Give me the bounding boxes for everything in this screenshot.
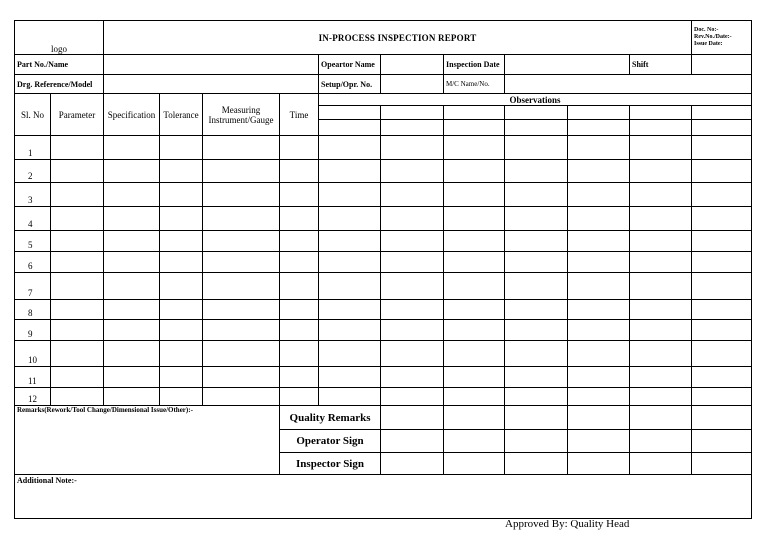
table-cell[interactable] bbox=[630, 160, 692, 183]
table-cell[interactable] bbox=[381, 252, 444, 273]
table-cell[interactable] bbox=[505, 160, 568, 183]
table-row bbox=[15, 231, 752, 252]
observation-cell[interactable] bbox=[319, 106, 381, 120]
table-cell[interactable] bbox=[51, 183, 104, 207]
table-cell[interactable] bbox=[381, 388, 444, 406]
table-cell[interactable] bbox=[203, 300, 280, 320]
operator-name-label: Opeartor Name bbox=[319, 55, 381, 75]
table-cell[interactable] bbox=[381, 160, 444, 183]
table-cell[interactable] bbox=[104, 300, 160, 320]
table-cell[interactable] bbox=[630, 300, 692, 320]
table-cell[interactable] bbox=[319, 273, 381, 300]
observation-cell[interactable] bbox=[630, 120, 692, 136]
table-cell[interactable] bbox=[160, 252, 203, 273]
table-cell[interactable] bbox=[160, 160, 203, 183]
table-cell[interactable] bbox=[630, 273, 692, 300]
table-cell[interactable] bbox=[568, 273, 630, 300]
operator-sign-field[interactable] bbox=[381, 430, 444, 453]
table-cell[interactable] bbox=[505, 231, 568, 252]
row-number: 9 bbox=[15, 320, 51, 341]
observation-cell[interactable] bbox=[568, 106, 630, 120]
table-cell[interactable] bbox=[203, 136, 280, 160]
table-cell[interactable] bbox=[444, 231, 505, 252]
table-cell[interactable] bbox=[160, 388, 203, 406]
setup-opr-label: Setup/Opr. No. bbox=[319, 75, 381, 94]
table-cell[interactable] bbox=[203, 252, 280, 273]
table-cell[interactable] bbox=[280, 183, 319, 207]
remarks-label: Remarks(Rework/Tool Change/Dimensional Issue/Other):- bbox=[15, 406, 280, 475]
table-cell[interactable] bbox=[692, 320, 752, 341]
col-header-observations: Observations bbox=[319, 94, 752, 106]
table-cell[interactable] bbox=[160, 273, 203, 300]
table-cell[interactable] bbox=[160, 300, 203, 320]
table-row bbox=[15, 341, 752, 367]
observation-cell[interactable] bbox=[568, 120, 630, 136]
doc-no-label: Doc. No:- bbox=[694, 27, 719, 33]
table-cell[interactable] bbox=[505, 388, 568, 406]
table-cell[interactable] bbox=[104, 273, 160, 300]
part-no-label: Part No./Name bbox=[15, 55, 104, 75]
col-header-tolerance: Tolerance bbox=[160, 94, 203, 136]
row-number: 2 bbox=[15, 160, 51, 183]
quality-remarks-label: Quality Remarks bbox=[280, 406, 381, 430]
table-cell[interactable] bbox=[280, 273, 319, 300]
col-header-measuring-instrument: Measuring Instrument/Gauge bbox=[203, 94, 280, 136]
table-cell[interactable] bbox=[692, 388, 752, 406]
table-cell[interactable] bbox=[319, 231, 381, 252]
row-number: 11 bbox=[15, 367, 51, 388]
table-cell[interactable] bbox=[568, 160, 630, 183]
table-cell[interactable] bbox=[319, 183, 381, 207]
mc-name-label: M/C Name/No. bbox=[444, 75, 505, 94]
table-cell[interactable] bbox=[692, 300, 752, 320]
table-cell[interactable] bbox=[104, 252, 160, 273]
table-cell[interactable] bbox=[692, 252, 752, 273]
table-cell[interactable] bbox=[203, 183, 280, 207]
table-cell[interactable] bbox=[51, 341, 104, 367]
row-number: 1 bbox=[15, 136, 51, 160]
observation-cell[interactable] bbox=[692, 120, 752, 136]
table-cell[interactable] bbox=[381, 341, 444, 367]
table-row bbox=[15, 300, 752, 320]
table-cell[interactable] bbox=[630, 136, 692, 160]
table-cell[interactable] bbox=[444, 341, 505, 367]
inspection-date-field[interactable] bbox=[505, 55, 630, 75]
table-cell[interactable] bbox=[203, 341, 280, 367]
table-cell[interactable] bbox=[444, 320, 505, 341]
table-cell[interactable] bbox=[692, 160, 752, 183]
table-cell[interactable] bbox=[160, 320, 203, 341]
table-cell[interactable] bbox=[160, 207, 203, 231]
col-header-parameter: Parameter bbox=[51, 94, 104, 136]
part-no-field[interactable] bbox=[104, 55, 319, 75]
table-cell[interactable] bbox=[692, 367, 752, 388]
table-cell[interactable] bbox=[160, 136, 203, 160]
table-cell[interactable] bbox=[444, 367, 505, 388]
table-row bbox=[15, 136, 752, 160]
table-cell[interactable] bbox=[444, 207, 505, 231]
table-cell[interactable] bbox=[280, 341, 319, 367]
table-cell[interactable] bbox=[381, 300, 444, 320]
table-cell[interactable] bbox=[692, 231, 752, 252]
table-cell[interactable] bbox=[444, 252, 505, 273]
table-cell[interactable] bbox=[444, 300, 505, 320]
col-header-sl-no: Sl. No bbox=[15, 94, 51, 136]
quality-remarks-field[interactable] bbox=[505, 406, 568, 430]
table-cell[interactable] bbox=[51, 273, 104, 300]
table-cell[interactable] bbox=[203, 367, 280, 388]
operator-sign-field[interactable] bbox=[692, 430, 752, 453]
observation-cell[interactable] bbox=[381, 120, 444, 136]
table-cell[interactable] bbox=[104, 367, 160, 388]
row-number: 5 bbox=[15, 231, 51, 252]
table-cell[interactable] bbox=[160, 183, 203, 207]
row-number: 3 bbox=[15, 183, 51, 207]
table-cell[interactable] bbox=[381, 136, 444, 160]
table-cell[interactable] bbox=[51, 231, 104, 252]
row-number: 10 bbox=[15, 341, 51, 367]
inspector-sign-field[interactable] bbox=[444, 453, 505, 475]
table-cell[interactable] bbox=[568, 388, 630, 406]
table-cell[interactable] bbox=[51, 388, 104, 406]
rev-no-label: Rev.No./Date:- bbox=[694, 34, 732, 40]
setup-opr-field[interactable] bbox=[381, 75, 444, 94]
table-cell[interactable] bbox=[630, 367, 692, 388]
table-cell[interactable] bbox=[160, 341, 203, 367]
inspector-sign-field[interactable] bbox=[568, 453, 630, 475]
table-cell[interactable] bbox=[51, 320, 104, 341]
table-cell[interactable] bbox=[104, 341, 160, 367]
table-cell[interactable] bbox=[568, 136, 630, 160]
inspector-sign-label: Inspector Sign bbox=[280, 453, 381, 475]
table-cell[interactable] bbox=[104, 388, 160, 406]
observation-cell[interactable] bbox=[444, 120, 505, 136]
table-cell[interactable] bbox=[319, 136, 381, 160]
row-number: 4 bbox=[15, 207, 51, 231]
table-row bbox=[15, 252, 752, 273]
table-cell[interactable] bbox=[203, 160, 280, 183]
table-cell[interactable] bbox=[505, 252, 568, 273]
table-cell[interactable] bbox=[568, 367, 630, 388]
shift-field[interactable] bbox=[692, 55, 752, 75]
table-cell[interactable] bbox=[51, 252, 104, 273]
table-cell[interactable] bbox=[104, 183, 160, 207]
row-number: 8 bbox=[15, 300, 51, 320]
table-cell[interactable] bbox=[568, 341, 630, 367]
table-row bbox=[15, 273, 752, 300]
table-cell[interactable] bbox=[104, 320, 160, 341]
table-cell[interactable] bbox=[505, 273, 568, 300]
table-cell[interactable] bbox=[630, 341, 692, 367]
approved-by: Approved By: Quality Head bbox=[505, 518, 630, 530]
table-cell[interactable] bbox=[203, 320, 280, 341]
table-cell[interactable] bbox=[381, 320, 444, 341]
operator-sign-label: Operator Sign bbox=[280, 430, 381, 453]
observation-cell[interactable] bbox=[505, 106, 568, 120]
inspection-date-label: Inspection Date bbox=[444, 55, 505, 75]
table-cell[interactable] bbox=[692, 183, 752, 207]
table-cell[interactable] bbox=[280, 388, 319, 406]
inspection-report-form bbox=[14, 20, 751, 530]
observation-cell[interactable] bbox=[319, 120, 381, 136]
doc-info bbox=[692, 21, 752, 55]
table-cell[interactable] bbox=[280, 207, 319, 231]
operator-sign-field[interactable] bbox=[630, 430, 692, 453]
table-row bbox=[15, 207, 752, 231]
observation-cell[interactable] bbox=[444, 106, 505, 120]
table-cell[interactable] bbox=[630, 231, 692, 252]
quality-remarks-field[interactable] bbox=[568, 406, 630, 430]
table-cell[interactable] bbox=[505, 320, 568, 341]
inspector-sign-field[interactable] bbox=[505, 453, 568, 475]
table-row bbox=[15, 320, 752, 341]
col-header-specification: Specification bbox=[104, 94, 160, 136]
table-cell[interactable] bbox=[319, 320, 381, 341]
table-cell[interactable] bbox=[568, 231, 630, 252]
table-cell[interactable] bbox=[692, 207, 752, 231]
observation-cell[interactable] bbox=[381, 106, 444, 120]
table-cell[interactable] bbox=[568, 252, 630, 273]
issue-date-label: Issue Date: bbox=[694, 41, 723, 47]
table-cell[interactable] bbox=[630, 320, 692, 341]
table-cell[interactable] bbox=[203, 273, 280, 300]
table-cell[interactable] bbox=[630, 183, 692, 207]
observation-cell[interactable] bbox=[692, 106, 752, 120]
table-cell[interactable] bbox=[568, 300, 630, 320]
table-cell[interactable] bbox=[203, 207, 280, 231]
table-cell[interactable] bbox=[51, 160, 104, 183]
logo-placeholder: logo bbox=[15, 21, 104, 55]
table-cell[interactable] bbox=[381, 207, 444, 231]
table-cell[interactable] bbox=[444, 388, 505, 406]
table-cell[interactable] bbox=[280, 320, 319, 341]
table-cell[interactable] bbox=[51, 136, 104, 160]
table-row bbox=[15, 160, 752, 183]
table-cell[interactable] bbox=[319, 300, 381, 320]
table-cell[interactable] bbox=[51, 367, 104, 388]
drg-reference-label: Drg. Reference/Model bbox=[15, 75, 104, 94]
table-cell[interactable] bbox=[630, 252, 692, 273]
table-cell[interactable] bbox=[51, 207, 104, 231]
report-table bbox=[14, 20, 752, 519]
inspector-sign-field[interactable] bbox=[630, 453, 692, 475]
quality-remarks-field[interactable] bbox=[444, 406, 505, 430]
table-cell[interactable] bbox=[505, 136, 568, 160]
row-number: 12 bbox=[15, 388, 51, 406]
table-cell[interactable] bbox=[280, 300, 319, 320]
table-cell[interactable] bbox=[104, 207, 160, 231]
quality-remarks-field[interactable] bbox=[692, 406, 752, 430]
table-cell[interactable] bbox=[280, 252, 319, 273]
table-row bbox=[15, 183, 752, 207]
quality-remarks-field[interactable] bbox=[381, 406, 444, 430]
table-cell[interactable] bbox=[280, 367, 319, 388]
table-cell[interactable] bbox=[319, 252, 381, 273]
operator-sign-field[interactable] bbox=[568, 430, 630, 453]
table-cell[interactable] bbox=[568, 207, 630, 231]
table-cell[interactable] bbox=[505, 183, 568, 207]
table-cell[interactable] bbox=[203, 388, 280, 406]
table-cell[interactable] bbox=[568, 183, 630, 207]
table-cell[interactable] bbox=[280, 136, 319, 160]
table-cell[interactable] bbox=[505, 207, 568, 231]
table-row bbox=[15, 388, 752, 406]
table-cell[interactable] bbox=[280, 160, 319, 183]
table-cell[interactable] bbox=[692, 136, 752, 160]
table-cell[interactable] bbox=[381, 231, 444, 252]
operator-name-field[interactable] bbox=[381, 55, 444, 75]
inspector-sign-field[interactable] bbox=[692, 453, 752, 475]
table-cell[interactable] bbox=[444, 160, 505, 183]
table-cell[interactable] bbox=[692, 341, 752, 367]
table-cell[interactable] bbox=[381, 183, 444, 207]
table-cell[interactable] bbox=[319, 207, 381, 231]
table-cell[interactable] bbox=[630, 388, 692, 406]
report-title: IN-PROCESS INSPECTION REPORT bbox=[104, 21, 692, 55]
operator-sign-field[interactable] bbox=[505, 430, 568, 453]
quality-remarks-field[interactable] bbox=[630, 406, 692, 430]
table-cell[interactable] bbox=[568, 320, 630, 341]
col-header-time: Time bbox=[280, 94, 319, 136]
table-cell[interactable] bbox=[160, 231, 203, 252]
table-cell[interactable] bbox=[104, 231, 160, 252]
shift-label: Shift bbox=[630, 55, 692, 75]
observation-cell[interactable] bbox=[630, 106, 692, 120]
table-cell[interactable] bbox=[51, 300, 104, 320]
table-cell[interactable] bbox=[381, 273, 444, 300]
table-cell[interactable] bbox=[319, 341, 381, 367]
table-cell[interactable] bbox=[444, 273, 505, 300]
table-cell[interactable] bbox=[160, 367, 203, 388]
row-number: 7 bbox=[15, 273, 51, 300]
additional-note: Additional Note:- bbox=[15, 475, 752, 519]
table-cell[interactable] bbox=[630, 207, 692, 231]
table-cell[interactable] bbox=[444, 183, 505, 207]
row-number: 6 bbox=[15, 252, 51, 273]
table-cell[interactable] bbox=[104, 136, 160, 160]
table-cell[interactable] bbox=[692, 273, 752, 300]
table-row bbox=[15, 367, 752, 388]
mc-name-field[interactable] bbox=[505, 75, 752, 94]
operator-sign-field[interactable] bbox=[444, 430, 505, 453]
table-cell[interactable] bbox=[104, 160, 160, 183]
table-cell[interactable] bbox=[319, 367, 381, 388]
table-cell[interactable] bbox=[505, 300, 568, 320]
table-cell[interactable] bbox=[505, 367, 568, 388]
drg-reference-field[interactable] bbox=[104, 75, 319, 94]
table-cell[interactable] bbox=[319, 388, 381, 406]
table-cell[interactable] bbox=[381, 367, 444, 388]
table-cell[interactable] bbox=[280, 231, 319, 252]
table-cell[interactable] bbox=[444, 136, 505, 160]
table-cell[interactable] bbox=[505, 341, 568, 367]
inspector-sign-field[interactable] bbox=[381, 453, 444, 475]
table-cell[interactable] bbox=[319, 160, 381, 183]
table-cell[interactable] bbox=[203, 231, 280, 252]
observation-cell[interactable] bbox=[505, 120, 568, 136]
